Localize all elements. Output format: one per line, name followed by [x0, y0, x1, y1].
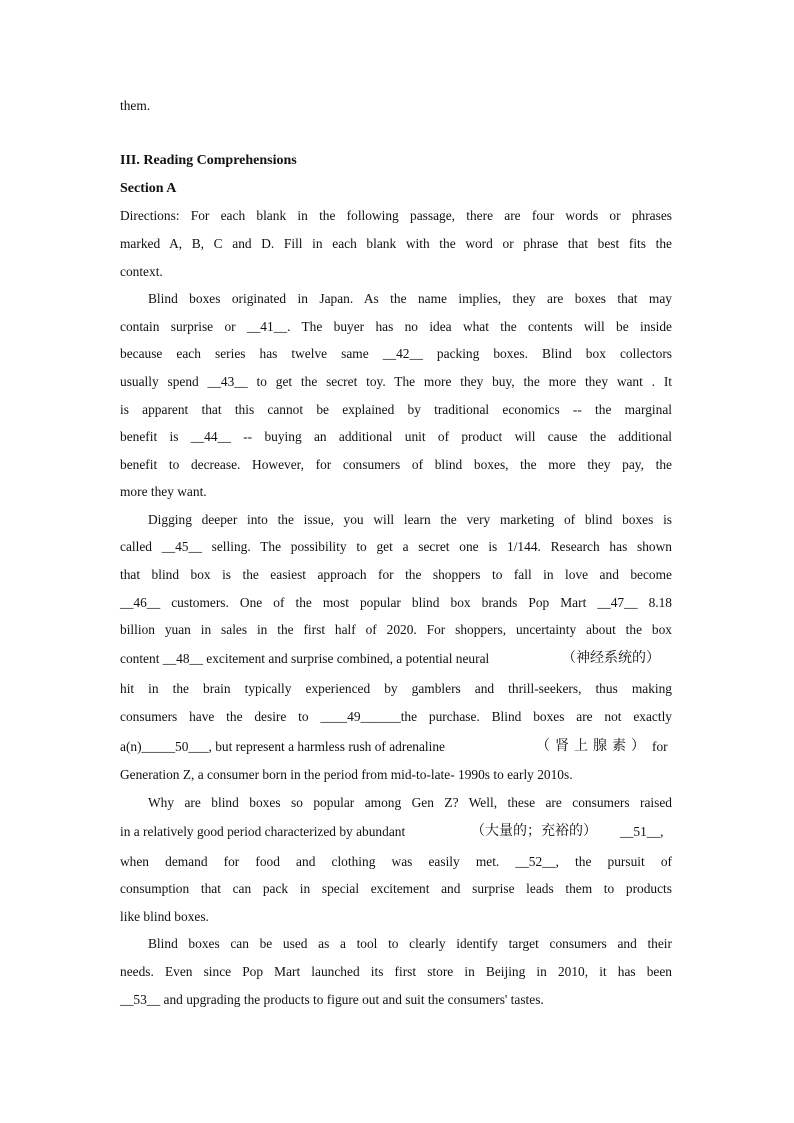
paragraph-line: contain surprise or __41__. The buyer has no idea what the contents will be inside [120, 319, 672, 334]
chinese-gloss: （肾上腺素） [536, 738, 650, 754]
paragraph-line: consumption that can pack in special excitement and surprise leads them to products [120, 881, 672, 896]
paragraph-line: called __45__ selling. The possibility to get a secret one is 1/144. Research has shown [120, 539, 672, 554]
paragraph-line: more they want. [120, 484, 207, 499]
paragraph-line: benefit is __44__ -- buying an additional unit of product will cause the additional [120, 429, 672, 444]
paragraph-line: when demand for food and clothing was easily met. __52__, the pursuit of [120, 854, 672, 869]
paragraph-line: like blind boxes. [120, 909, 209, 924]
directions-line: context. [120, 264, 163, 279]
paragraph-line: Blind boxes can be used as a tool to clearly identify target consumers and their [148, 936, 672, 951]
paragraph-line: needs. Even since Pop Mart launched its first store in Beijing in 2010, it has been [120, 964, 672, 979]
paragraph-line: usually spend __43__ to get the secret toy. The more they buy, the more they want . It [120, 374, 672, 389]
paragraph-line: __51__, [620, 824, 664, 839]
chinese-gloss: （大量的；充裕的） [471, 823, 597, 839]
section-title: Section A [120, 181, 177, 196]
paragraph-line: Digging deeper into the issue, you will learn the very marketing of blind boxes is [148, 512, 672, 527]
lead-text: them. [120, 98, 151, 113]
paragraph-line: a(n)_____50___, but represent a harmless rush of adrenaline [120, 739, 445, 754]
paragraph-line: hit in the brain typically experienced by gamblers and thrill-seekers, thus making [120, 681, 672, 696]
paragraph-line: Generation Z, a consumer born in the period from mid-to-late- 1990s to early 2010s. [120, 767, 573, 782]
paragraph-line: that blind box is the easiest approach for the shoppers to fall in love and become [120, 567, 672, 582]
paragraph-line: is apparent that this cannot be explained by traditional economics -- the marginal [120, 402, 672, 417]
heading: III. Reading Comprehensions [120, 153, 297, 168]
chinese-gloss: （神经系统的） [562, 650, 660, 666]
paragraph-line: for [652, 739, 668, 754]
directions-line: marked A, B, C and D. Fill in each blank with the word or phrase that best fits the [120, 236, 672, 251]
paragraph-line: billion yuan in sales in the first half of 2020. For shoppers, uncertainty about the box [120, 622, 672, 637]
paragraph-line: __46__ customers. One of the most popular blind box brands Pop Mart __47__ 8.18 [120, 595, 672, 610]
paragraph-line: benefit to decrease. However, for consumers of blind boxes, the more they pay, the [120, 457, 672, 472]
paragraph-line: in a relatively good period characterized by abundant [120, 824, 406, 839]
paragraph-line: Why are blind boxes so popular among Gen Z? Well, these are consumers raised [148, 795, 672, 810]
paragraph-line: content __48__ excitement and surprise combined, a potential neural [120, 651, 490, 666]
directions-line: Directions: For each blank in the following passage, there are four words or phrases [120, 208, 672, 223]
paragraph-line: Blind boxes originated in Japan. As the name implies, they are boxes that may [148, 291, 672, 306]
paragraph-line: consumers have the desire to ____49______the purchase. Blind boxes are not exactly [120, 709, 672, 724]
paragraph-line: because each series has twelve same __42__ packing boxes. Blind box collectors [120, 346, 672, 361]
paragraph-line: __53__ and upgrading the products to figure out and suit the consumers' tastes. [120, 992, 544, 1007]
